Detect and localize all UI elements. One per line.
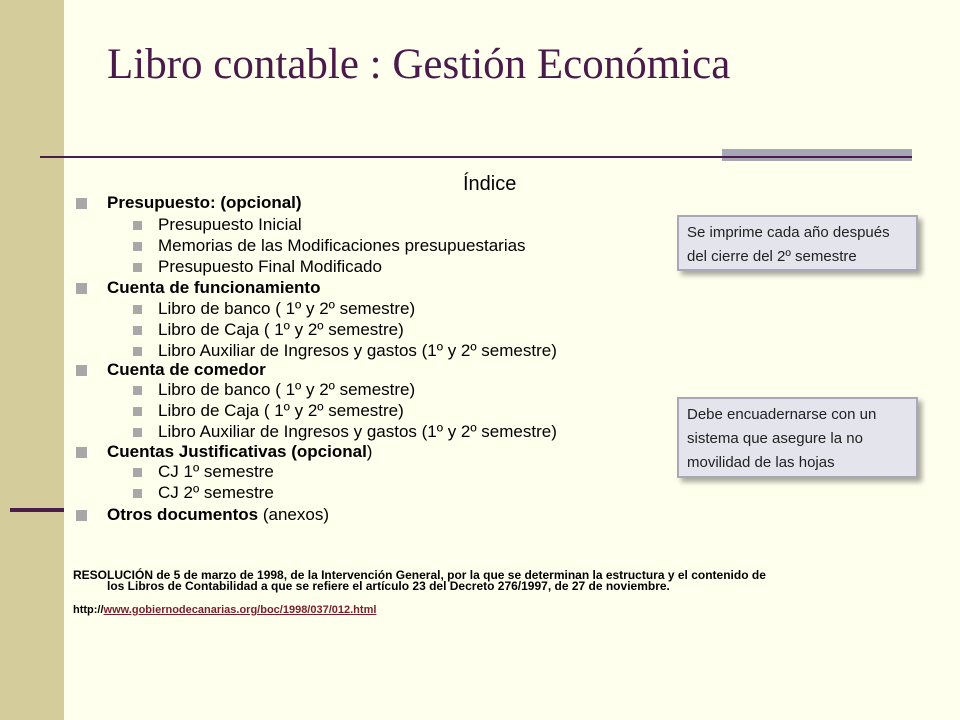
square-bullet-icon: [76, 283, 87, 294]
note-encuadernacion: Debe encuadernarse con un sistema que asegure la no movilidad de las hojas: [677, 397, 918, 478]
list-item: CJ 2º semestre: [158, 483, 274, 502]
square-bullet-icon: [76, 447, 87, 458]
list-item: Libro de banco ( 1º y 2º semestre): [158, 299, 416, 318]
slide-title: Libro contable : Gestión Económica: [107, 41, 731, 88]
list-item: Libro Auxiliar de Ingresos y gastos (1º y 2º semestre): [158, 341, 557, 360]
url-prefix: http://: [73, 604, 104, 616]
list-item: Libro de Caja ( 1º y 2º semestre): [158, 401, 404, 420]
square-bullet-icon: [76, 198, 87, 209]
square-bullet-icon: [76, 510, 87, 521]
source-url: [73, 604, 376, 616]
square-bullet-icon: [133, 386, 142, 395]
resolution-text: [73, 570, 923, 592]
square-bullet-icon: [133, 347, 142, 356]
square-bullet-icon: [133, 305, 142, 314]
square-bullet-icon: [133, 489, 142, 498]
square-bullet-icon: [133, 428, 142, 437]
list-item: Libro de Caja ( 1º y 2º semestre): [158, 320, 404, 339]
square-bullet-icon: [133, 326, 142, 335]
list-item: Memorias de las Modificaciones presupuestarias: [158, 236, 526, 255]
section-presupuesto: Presupuesto: (opcional): [107, 193, 302, 212]
index-heading: Índice: [463, 173, 517, 195]
list-item: Presupuesto Final Modificado: [158, 257, 382, 276]
section-otros-documentos: Otros documentos (anexos): [107, 505, 329, 524]
list-item: Libro Auxiliar de Ingresos y gastos (1º y 2º semestre): [158, 422, 557, 441]
square-bullet-icon: [76, 365, 87, 376]
section-cuentas-justificativas: Cuentas Justificativas (opcional): [107, 442, 373, 461]
list-item: CJ 1º semestre: [158, 462, 274, 481]
section-cuenta-funcionamiento: Cuenta de funcionamiento: [107, 278, 321, 297]
list-item: Presupuesto Inicial: [158, 215, 302, 234]
side-band: [0, 0, 64, 720]
resolution-line-2: los Libros de Contabilidad a que se refiere el artículo 23 del Decreto 276/1997, de 27 de noviembre.: [107, 579, 670, 593]
square-bullet-icon: [133, 468, 142, 477]
square-bullet-icon: [133, 221, 142, 230]
note-impresion: Se imprime cada año después del cierre del 2º semestre: [677, 215, 918, 271]
list-item: Libro de banco ( 1º y 2º semestre): [158, 380, 416, 399]
divider-accent: [722, 149, 912, 156]
square-bullet-icon: [133, 263, 142, 272]
resolution-line-1: RESOLUCIÓN de 5 de marzo de 1998, de la Intervención General, por la que se determinan la estructura y el contenido de: [73, 568, 766, 582]
divider-accent-lower: [722, 158, 912, 161]
section-cuenta-comedor: Cuenta de comedor: [107, 360, 266, 379]
source-link[interactable]: www.gobiernodecanarias.org/boc/1998/037/012.html: [103, 604, 377, 616]
square-bullet-icon: [133, 242, 142, 251]
side-accent-mark: [10, 508, 64, 512]
square-bullet-icon: [133, 407, 142, 416]
